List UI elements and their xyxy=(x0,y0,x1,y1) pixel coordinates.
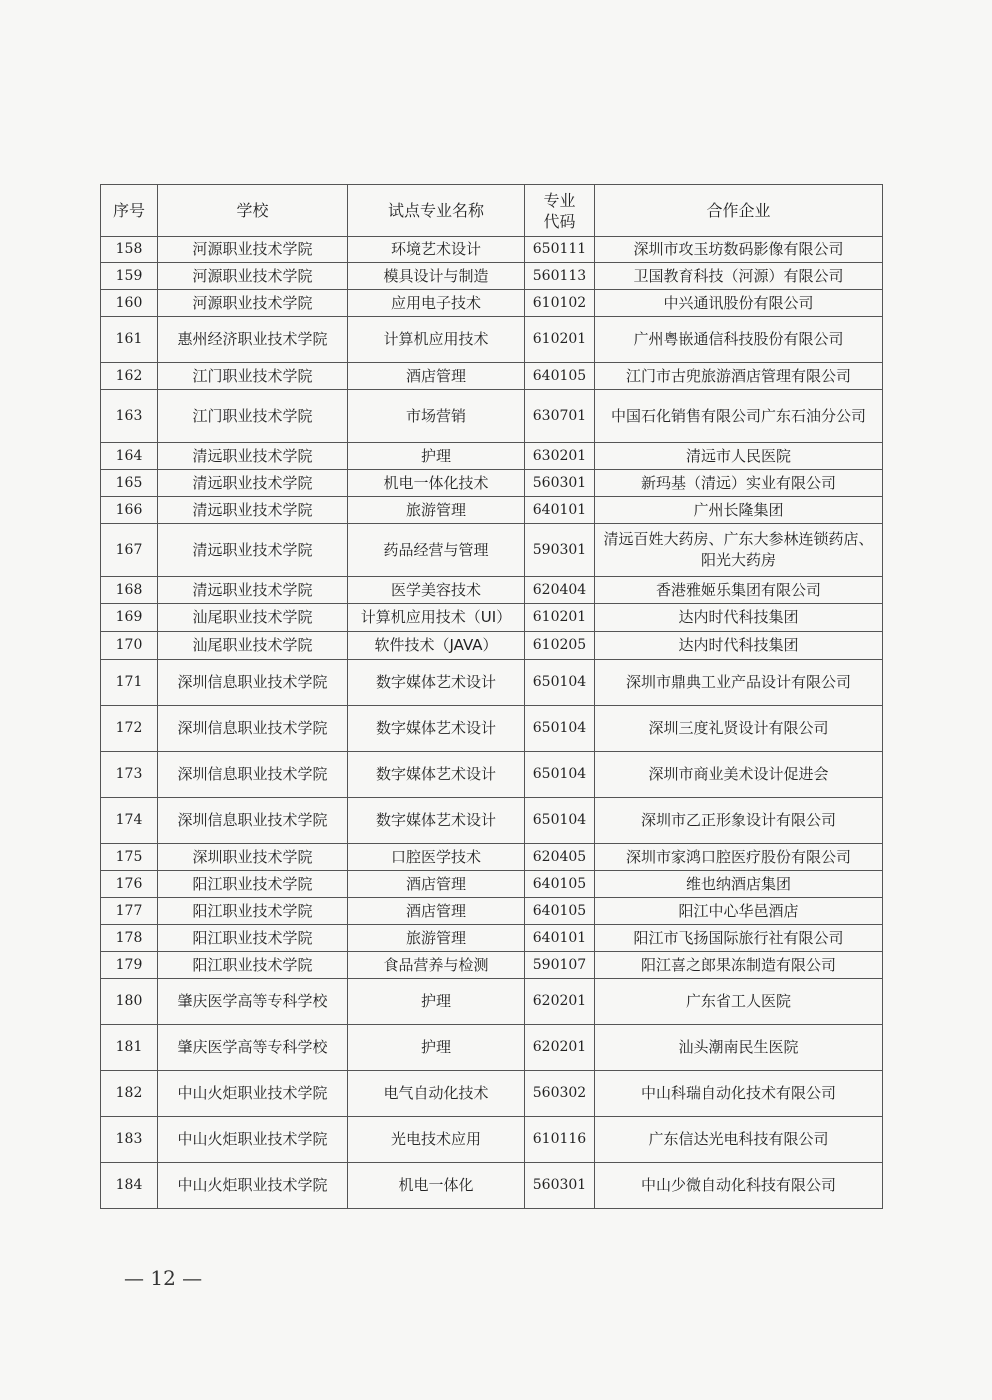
partner-company: 阳江中心华邑酒店 xyxy=(595,898,883,925)
row-number: 179 xyxy=(101,952,158,979)
major-name: 应用电子技术 xyxy=(348,290,525,317)
school-name: 惠州经济职业技术学院 xyxy=(158,317,348,363)
partner-company: 中山科瑞自动化技术有限公司 xyxy=(595,1071,883,1117)
header-no: 序号 xyxy=(101,185,158,237)
major-code: 630201 xyxy=(525,443,595,470)
partner-company: 广州长隆集团 xyxy=(595,497,883,524)
row-number: 175 xyxy=(101,844,158,871)
table-row xyxy=(101,1117,883,1163)
table-row xyxy=(101,752,883,798)
row-number: 159 xyxy=(101,263,158,290)
major-name: 数字媒体艺术设计 xyxy=(348,706,525,752)
partner-company: 汕头潮南民生医院 xyxy=(595,1025,883,1071)
major-name: 市场营销 xyxy=(348,390,525,443)
major-name: 计算机应用技术 xyxy=(348,317,525,363)
school-name: 清远职业技术学院 xyxy=(158,470,348,497)
major-name: 酒店管理 xyxy=(348,363,525,390)
table-row xyxy=(101,1025,883,1071)
partner-company: 深圳市鼎典工业产品设计有限公司 xyxy=(595,660,883,706)
table-row xyxy=(101,925,883,952)
major-code: 560302 xyxy=(525,1071,595,1117)
partner-company: 中山少微自动化科技有限公司 xyxy=(595,1163,883,1209)
table-row xyxy=(101,390,883,443)
major-code: 610201 xyxy=(525,317,595,363)
partner-company: 清远市人民医院 xyxy=(595,443,883,470)
major-name: 数字媒体艺术设计 xyxy=(348,752,525,798)
table-row xyxy=(101,898,883,925)
row-number: 164 xyxy=(101,443,158,470)
table-row xyxy=(101,798,883,844)
table-row xyxy=(101,524,883,577)
partner-company: 清远百姓大药房、广东大参林连锁药店、阳光大药房 xyxy=(595,524,883,577)
school-name: 阳江职业技术学院 xyxy=(158,871,348,898)
row-number: 174 xyxy=(101,798,158,844)
table-row xyxy=(101,979,883,1025)
major-code: 630701 xyxy=(525,390,595,443)
header-code: 专业代码 xyxy=(525,185,595,237)
school-name: 阳江职业技术学院 xyxy=(158,952,348,979)
school-name: 江门职业技术学院 xyxy=(158,390,348,443)
partner-company: 深圳市攻玉坊数码影像有限公司 xyxy=(595,237,883,263)
row-number: 165 xyxy=(101,470,158,497)
major-name: 旅游管理 xyxy=(348,925,525,952)
school-name: 深圳职业技术学院 xyxy=(158,844,348,871)
school-name: 深圳信息职业技术学院 xyxy=(158,706,348,752)
header-company: 合作企业 xyxy=(595,185,883,237)
major-code: 560301 xyxy=(525,1163,595,1209)
table-row xyxy=(101,706,883,752)
school-name: 河源职业技术学院 xyxy=(158,263,348,290)
major-code: 610205 xyxy=(525,632,595,660)
major-name: 数字媒体艺术设计 xyxy=(348,660,525,706)
row-number: 168 xyxy=(101,577,158,604)
major-code: 620201 xyxy=(525,979,595,1025)
major-name: 环境艺术设计 xyxy=(348,237,525,263)
major-name: 模具设计与制造 xyxy=(348,263,525,290)
partner-company: 达内时代科技集团 xyxy=(595,604,883,632)
partner-company: 阳江市飞扬国际旅行社有限公司 xyxy=(595,925,883,952)
table-row xyxy=(101,363,883,390)
major-name: 护理 xyxy=(348,979,525,1025)
partner-company: 广东信达光电科技有限公司 xyxy=(595,1117,883,1163)
partner-company: 深圳三度礼贤设计有限公司 xyxy=(595,706,883,752)
major-name: 机电一体化技术 xyxy=(348,470,525,497)
row-number: 161 xyxy=(101,317,158,363)
header-school: 学校 xyxy=(158,185,348,237)
school-name: 阳江职业技术学院 xyxy=(158,925,348,952)
page-number: — 12 — xyxy=(124,1266,203,1290)
major-name: 计算机应用技术（UI） xyxy=(348,604,525,632)
school-name: 肇庆医学高等专科学校 xyxy=(158,979,348,1025)
partner-company: 新玛基（清远）实业有限公司 xyxy=(595,470,883,497)
row-number: 167 xyxy=(101,524,158,577)
school-name: 中山火炬职业技术学院 xyxy=(158,1117,348,1163)
major-code: 610102 xyxy=(525,290,595,317)
table-row xyxy=(101,632,883,660)
major-code: 650104 xyxy=(525,660,595,706)
school-name: 肇庆医学高等专科学校 xyxy=(158,1025,348,1071)
school-name: 中山火炬职业技术学院 xyxy=(158,1163,348,1209)
row-number: 166 xyxy=(101,497,158,524)
major-code: 650104 xyxy=(525,798,595,844)
table-row xyxy=(101,952,883,979)
row-number: 158 xyxy=(101,237,158,263)
partner-company: 中国石化销售有限公司广东石油分公司 xyxy=(595,390,883,443)
major-code: 590301 xyxy=(525,524,595,577)
school-name: 江门职业技术学院 xyxy=(158,363,348,390)
major-name: 药品经营与管理 xyxy=(348,524,525,577)
row-number: 170 xyxy=(101,632,158,660)
row-number: 172 xyxy=(101,706,158,752)
table-row xyxy=(101,844,883,871)
major-code: 620405 xyxy=(525,844,595,871)
table-row xyxy=(101,1071,883,1117)
major-code: 620201 xyxy=(525,1025,595,1071)
major-name: 软件技术（JAVA） xyxy=(348,632,525,660)
school-name: 清远职业技术学院 xyxy=(158,524,348,577)
partner-company: 卫国教育科技（河源）有限公司 xyxy=(595,263,883,290)
row-number: 169 xyxy=(101,604,158,632)
major-code: 650111 xyxy=(525,237,595,263)
header-major: 试点专业名称 xyxy=(348,185,525,237)
school-name: 汕尾职业技术学院 xyxy=(158,604,348,632)
row-number: 180 xyxy=(101,979,158,1025)
table-row xyxy=(101,497,883,524)
major-name: 医学美容技术 xyxy=(348,577,525,604)
row-number: 171 xyxy=(101,660,158,706)
major-code: 610116 xyxy=(525,1117,595,1163)
table-row xyxy=(101,1163,883,1209)
partner-company: 广州粤嵌通信科技股份有限公司 xyxy=(595,317,883,363)
major-name: 酒店管理 xyxy=(348,871,525,898)
school-name: 中山火炬职业技术学院 xyxy=(158,1071,348,1117)
major-code: 640101 xyxy=(525,497,595,524)
partner-company: 维也纳酒店集团 xyxy=(595,871,883,898)
school-name: 河源职业技术学院 xyxy=(158,237,348,263)
school-name: 汕尾职业技术学院 xyxy=(158,632,348,660)
row-number: 163 xyxy=(101,390,158,443)
row-number: 182 xyxy=(101,1071,158,1117)
school-name: 河源职业技术学院 xyxy=(158,290,348,317)
row-number: 162 xyxy=(101,363,158,390)
major-code: 640101 xyxy=(525,925,595,952)
major-name: 机电一体化 xyxy=(348,1163,525,1209)
school-name: 阳江职业技术学院 xyxy=(158,898,348,925)
table-row xyxy=(101,443,883,470)
row-number: 183 xyxy=(101,1117,158,1163)
major-name: 电气自动化技术 xyxy=(348,1071,525,1117)
partner-company: 江门市古兜旅游酒店管理有限公司 xyxy=(595,363,883,390)
table-row xyxy=(101,660,883,706)
school-name: 深圳信息职业技术学院 xyxy=(158,798,348,844)
major-name: 数字媒体艺术设计 xyxy=(348,798,525,844)
major-name: 食品营养与检测 xyxy=(348,952,525,979)
school-name: 清远职业技术学院 xyxy=(158,443,348,470)
table-body xyxy=(101,237,883,1209)
partner-company: 深圳市商业美术设计促进会 xyxy=(595,752,883,798)
major-code: 650104 xyxy=(525,706,595,752)
table-row xyxy=(101,604,883,632)
partner-company: 深圳市乙正形象设计有限公司 xyxy=(595,798,883,844)
school-name: 深圳信息职业技术学院 xyxy=(158,660,348,706)
major-code: 610201 xyxy=(525,604,595,632)
table-row xyxy=(101,290,883,317)
table-row xyxy=(101,871,883,898)
row-number: 177 xyxy=(101,898,158,925)
table-row xyxy=(101,470,883,497)
row-number: 160 xyxy=(101,290,158,317)
pilot-majors-table xyxy=(100,184,883,1209)
major-name: 护理 xyxy=(348,1025,525,1071)
partner-company: 达内时代科技集团 xyxy=(595,632,883,660)
major-code: 560113 xyxy=(525,263,595,290)
major-code: 640105 xyxy=(525,363,595,390)
school-name: 清远职业技术学院 xyxy=(158,577,348,604)
major-code: 650104 xyxy=(525,752,595,798)
major-code: 620404 xyxy=(525,577,595,604)
major-name: 护理 xyxy=(348,443,525,470)
row-number: 184 xyxy=(101,1163,158,1209)
table-header-row xyxy=(101,185,883,237)
school-name: 清远职业技术学院 xyxy=(158,497,348,524)
row-number: 178 xyxy=(101,925,158,952)
table-row xyxy=(101,317,883,363)
major-name: 旅游管理 xyxy=(348,497,525,524)
partner-company: 香港雅姬乐集团有限公司 xyxy=(595,577,883,604)
partner-company: 广东省工人医院 xyxy=(595,979,883,1025)
table-row xyxy=(101,263,883,290)
table-row xyxy=(101,577,883,604)
partner-company: 深圳市家鸿口腔医疗股份有限公司 xyxy=(595,844,883,871)
major-code: 560301 xyxy=(525,470,595,497)
major-name: 酒店管理 xyxy=(348,898,525,925)
table-row xyxy=(101,237,883,263)
partner-company: 中兴通讯股份有限公司 xyxy=(595,290,883,317)
major-code: 590107 xyxy=(525,952,595,979)
major-name: 光电技术应用 xyxy=(348,1117,525,1163)
major-code: 640105 xyxy=(525,871,595,898)
row-number: 176 xyxy=(101,871,158,898)
major-name: 口腔医学技术 xyxy=(348,844,525,871)
row-number: 181 xyxy=(101,1025,158,1071)
partner-company: 阳江喜之郎果冻制造有限公司 xyxy=(595,952,883,979)
row-number: 173 xyxy=(101,752,158,798)
school-name: 深圳信息职业技术学院 xyxy=(158,752,348,798)
major-code: 640105 xyxy=(525,898,595,925)
